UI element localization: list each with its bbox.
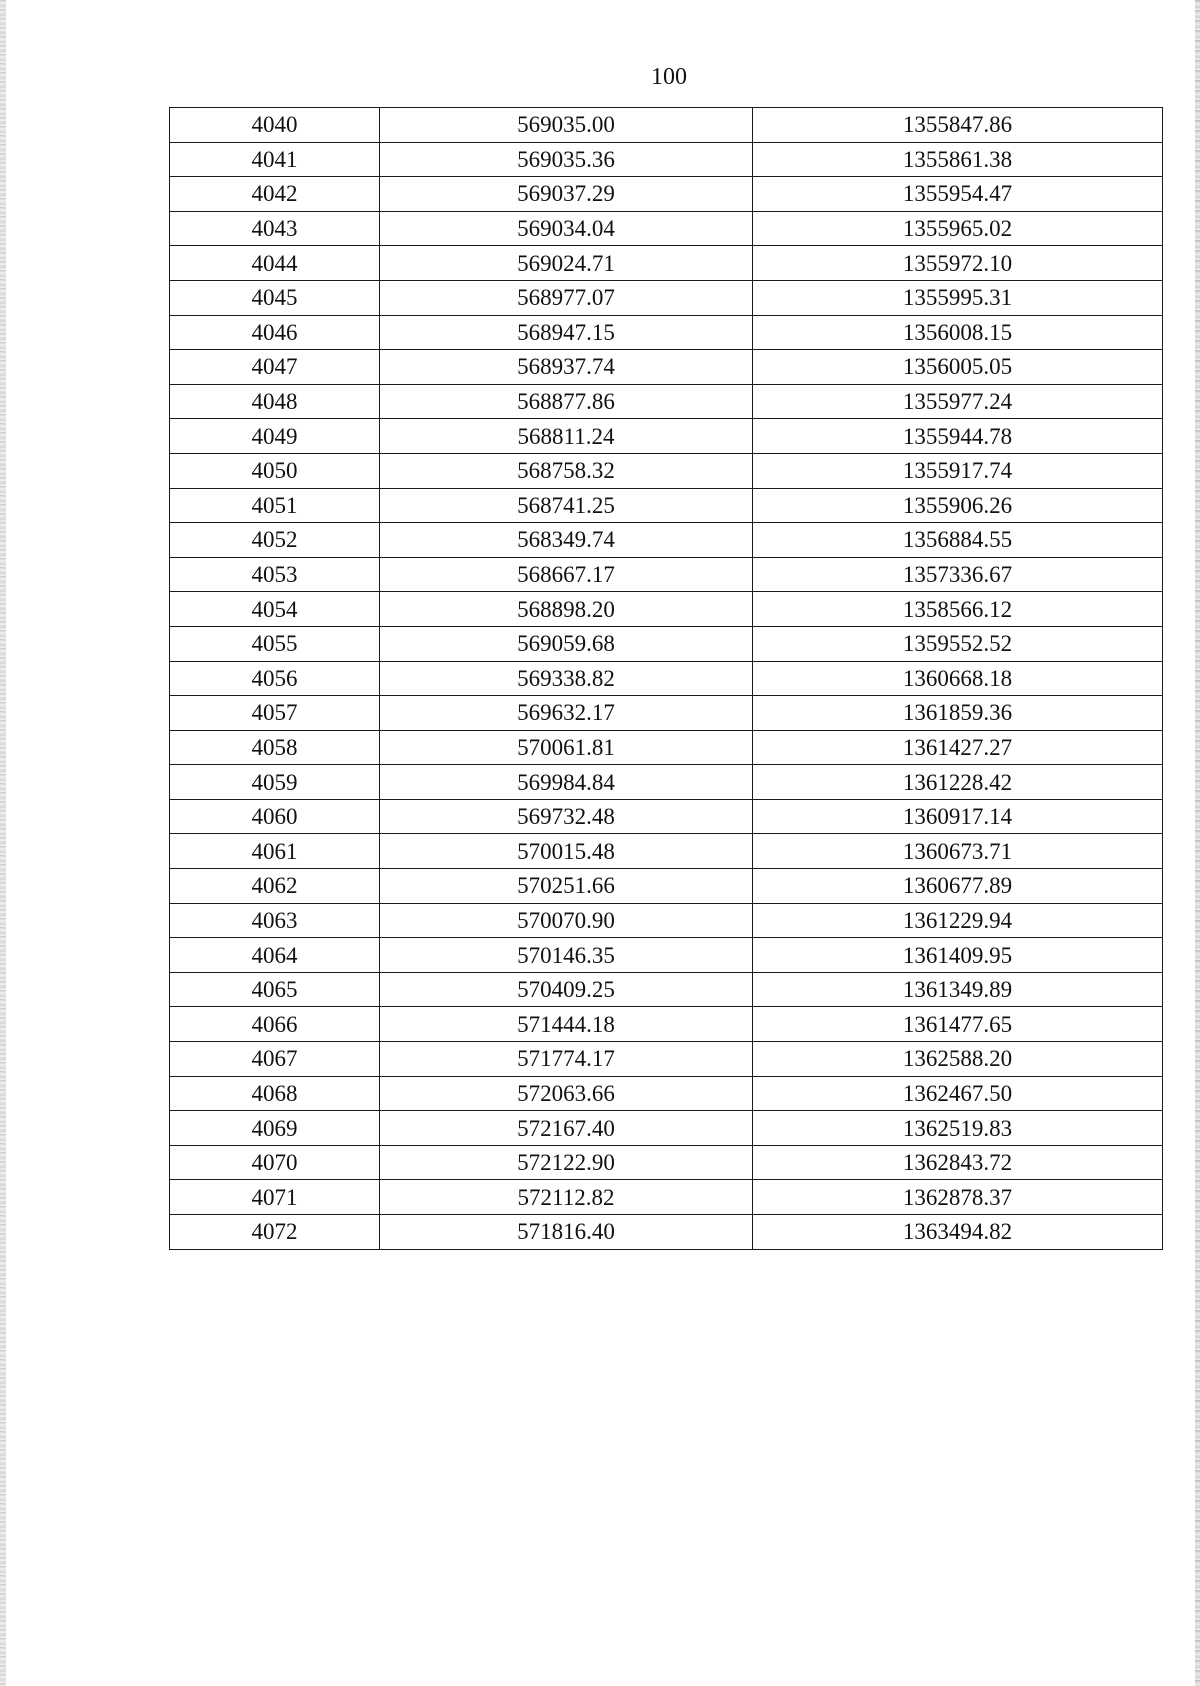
table-row [170, 938, 1163, 973]
table-row [170, 211, 1163, 246]
y-coordinate-cell: 1361427.27 [753, 730, 1163, 765]
x-coordinate-cell: 568898.20 [380, 592, 753, 627]
y-coordinate-cell: 1361349.89 [753, 972, 1163, 1007]
table-row [170, 1042, 1163, 1077]
point-id-cell: 4056 [170, 661, 380, 696]
point-id-cell: 4062 [170, 869, 380, 904]
point-id-cell: 4068 [170, 1076, 380, 1111]
point-id-cell: 4055 [170, 626, 380, 661]
point-id-cell: 4053 [170, 557, 380, 592]
coordinate-table [169, 107, 1163, 1250]
y-coordinate-cell: 1361228.42 [753, 765, 1163, 800]
x-coordinate-cell: 568937.74 [380, 350, 753, 385]
table-row [170, 1180, 1163, 1215]
table-row [170, 384, 1163, 419]
table-row [170, 903, 1163, 938]
table-row [170, 834, 1163, 869]
y-coordinate-cell: 1362843.72 [753, 1145, 1163, 1180]
y-coordinate-cell: 1355917.74 [753, 453, 1163, 488]
x-coordinate-cell: 570251.66 [380, 869, 753, 904]
point-id-cell: 4069 [170, 1111, 380, 1146]
point-id-cell: 4065 [170, 972, 380, 1007]
point-id-cell: 4052 [170, 523, 380, 558]
table-row [170, 661, 1163, 696]
x-coordinate-cell: 569338.82 [380, 661, 753, 696]
table-row [170, 108, 1163, 143]
y-coordinate-cell: 1355972.10 [753, 246, 1163, 281]
x-coordinate-cell: 569035.36 [380, 142, 753, 177]
point-id-cell: 4046 [170, 315, 380, 350]
point-id-cell: 4040 [170, 108, 380, 143]
x-coordinate-cell: 570146.35 [380, 938, 753, 973]
x-coordinate-cell: 572112.82 [380, 1180, 753, 1215]
y-coordinate-cell: 1360673.71 [753, 834, 1163, 869]
point-id-cell: 4064 [170, 938, 380, 973]
x-coordinate-cell: 569984.84 [380, 765, 753, 800]
y-coordinate-cell: 1360917.14 [753, 799, 1163, 834]
y-coordinate-cell: 1356008.15 [753, 315, 1163, 350]
x-coordinate-cell: 569024.71 [380, 246, 753, 281]
x-coordinate-cell: 571816.40 [380, 1215, 753, 1250]
x-coordinate-cell: 568977.07 [380, 280, 753, 315]
point-id-cell: 4066 [170, 1007, 380, 1042]
point-id-cell: 4061 [170, 834, 380, 869]
y-coordinate-cell: 1355995.31 [753, 280, 1163, 315]
y-coordinate-cell: 1362519.83 [753, 1111, 1163, 1146]
x-coordinate-cell: 568741.25 [380, 488, 753, 523]
y-coordinate-cell: 1361229.94 [753, 903, 1163, 938]
y-coordinate-cell: 1356884.55 [753, 523, 1163, 558]
y-coordinate-cell: 1355965.02 [753, 211, 1163, 246]
y-coordinate-cell: 1355861.38 [753, 142, 1163, 177]
point-id-cell: 4044 [170, 246, 380, 281]
point-id-cell: 4059 [170, 765, 380, 800]
x-coordinate-cell: 572167.40 [380, 1111, 753, 1146]
coordinate-table-body [170, 108, 1163, 1250]
scan-edge-left [0, 0, 6, 1686]
y-coordinate-cell: 1355944.78 [753, 419, 1163, 454]
x-coordinate-cell: 569034.04 [380, 211, 753, 246]
x-coordinate-cell: 570061.81 [380, 730, 753, 765]
x-coordinate-cell: 569732.48 [380, 799, 753, 834]
point-id-cell: 4045 [170, 280, 380, 315]
table-row [170, 626, 1163, 661]
y-coordinate-cell: 1356005.05 [753, 350, 1163, 385]
x-coordinate-cell: 568758.32 [380, 453, 753, 488]
y-coordinate-cell: 1361409.95 [753, 938, 1163, 973]
point-id-cell: 4057 [170, 696, 380, 731]
point-id-cell: 4043 [170, 211, 380, 246]
table-row [170, 1145, 1163, 1180]
table-row [170, 350, 1163, 385]
point-id-cell: 4058 [170, 730, 380, 765]
point-id-cell: 4072 [170, 1215, 380, 1250]
x-coordinate-cell: 568947.15 [380, 315, 753, 350]
y-coordinate-cell: 1362878.37 [753, 1180, 1163, 1215]
point-id-cell: 4049 [170, 419, 380, 454]
page-number: 100 [651, 64, 687, 90]
scan-edge-right [1195, 0, 1200, 1686]
x-coordinate-cell: 570070.90 [380, 903, 753, 938]
point-id-cell: 4041 [170, 142, 380, 177]
point-id-cell: 4054 [170, 592, 380, 627]
table-row [170, 280, 1163, 315]
y-coordinate-cell: 1355847.86 [753, 108, 1163, 143]
x-coordinate-cell: 569632.17 [380, 696, 753, 731]
table-row [170, 246, 1163, 281]
point-id-cell: 4050 [170, 453, 380, 488]
table-row [170, 523, 1163, 558]
table-row [170, 453, 1163, 488]
table-row [170, 765, 1163, 800]
point-id-cell: 4071 [170, 1180, 380, 1215]
table-row [170, 142, 1163, 177]
x-coordinate-cell: 569037.29 [380, 177, 753, 212]
point-id-cell: 4063 [170, 903, 380, 938]
y-coordinate-cell: 1360668.18 [753, 661, 1163, 696]
x-coordinate-cell: 569059.68 [380, 626, 753, 661]
y-coordinate-cell: 1355977.24 [753, 384, 1163, 419]
table-row [170, 869, 1163, 904]
table-row [170, 177, 1163, 212]
x-coordinate-cell: 572122.90 [380, 1145, 753, 1180]
x-coordinate-cell: 568667.17 [380, 557, 753, 592]
x-coordinate-cell: 571774.17 [380, 1042, 753, 1077]
y-coordinate-cell: 1355906.26 [753, 488, 1163, 523]
x-coordinate-cell: 568349.74 [380, 523, 753, 558]
y-coordinate-cell: 1361859.36 [753, 696, 1163, 731]
y-coordinate-cell: 1357336.67 [753, 557, 1163, 592]
x-coordinate-cell: 568811.24 [380, 419, 753, 454]
table-row [170, 315, 1163, 350]
point-id-cell: 4051 [170, 488, 380, 523]
y-coordinate-cell: 1361477.65 [753, 1007, 1163, 1042]
table-row [170, 799, 1163, 834]
table-row [170, 1076, 1163, 1111]
y-coordinate-cell: 1362588.20 [753, 1042, 1163, 1077]
x-coordinate-cell: 571444.18 [380, 1007, 753, 1042]
table-row [170, 730, 1163, 765]
y-coordinate-cell: 1359552.52 [753, 626, 1163, 661]
x-coordinate-cell: 568877.86 [380, 384, 753, 419]
y-coordinate-cell: 1358566.12 [753, 592, 1163, 627]
table-row [170, 1007, 1163, 1042]
x-coordinate-cell: 570409.25 [380, 972, 753, 1007]
point-id-cell: 4048 [170, 384, 380, 419]
table-row [170, 488, 1163, 523]
x-coordinate-cell: 572063.66 [380, 1076, 753, 1111]
point-id-cell: 4047 [170, 350, 380, 385]
table-row [170, 696, 1163, 731]
table-row [170, 592, 1163, 627]
y-coordinate-cell: 1360677.89 [753, 869, 1163, 904]
point-id-cell: 4042 [170, 177, 380, 212]
table-row [170, 557, 1163, 592]
x-coordinate-cell: 569035.00 [380, 108, 753, 143]
y-coordinate-cell: 1362467.50 [753, 1076, 1163, 1111]
y-coordinate-cell: 1363494.82 [753, 1215, 1163, 1250]
x-coordinate-cell: 570015.48 [380, 834, 753, 869]
y-coordinate-cell: 1355954.47 [753, 177, 1163, 212]
table-row [170, 972, 1163, 1007]
table-row [170, 419, 1163, 454]
point-id-cell: 4070 [170, 1145, 380, 1180]
point-id-cell: 4060 [170, 799, 380, 834]
point-id-cell: 4067 [170, 1042, 380, 1077]
table-row [170, 1215, 1163, 1250]
table-row [170, 1111, 1163, 1146]
